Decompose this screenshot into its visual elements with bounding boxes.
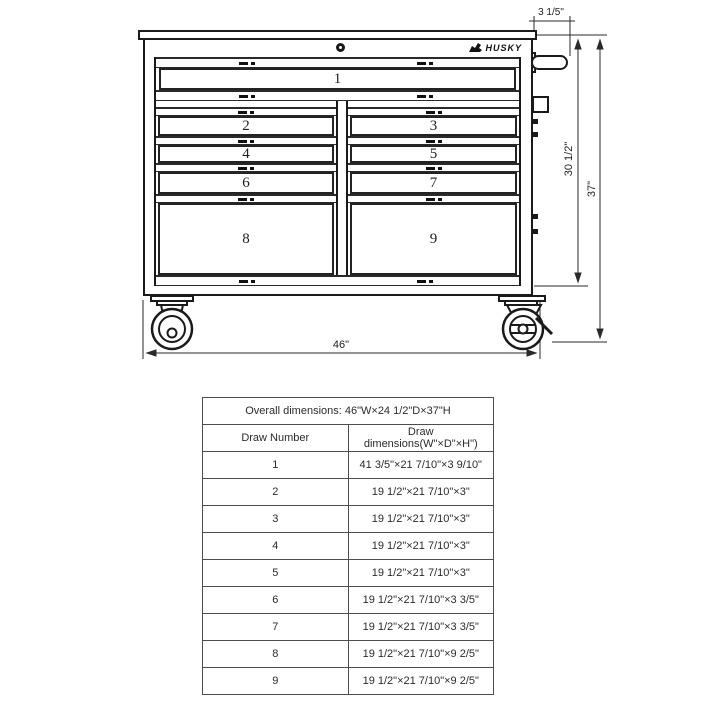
body-height-dimension: 30 1/2": [563, 141, 575, 177]
width-dimension: 46": [332, 339, 350, 351]
table-row: [203, 587, 494, 614]
drawer-rail: [348, 107, 519, 116]
drawer-1: 1: [159, 68, 516, 90]
draw-number: 6: [203, 587, 349, 614]
drawer-rail: [348, 194, 519, 203]
right-drawer-bank: [348, 101, 519, 275]
draw-dimensions: 41 3/5"×21 7/10"×3 9/10": [348, 452, 494, 479]
draw-dimensions: 19 1/2"×21 7/10"×9 2/5": [348, 668, 494, 695]
draw-number: 2: [203, 479, 349, 506]
table-row: [203, 614, 494, 641]
draw-number: 7: [203, 614, 349, 641]
overall-dimensions: Overall dimensions: 46"W×24 1/2"D×37"H: [203, 398, 494, 425]
left-drawer-bank: [156, 101, 336, 275]
drawer-rail: [156, 136, 336, 145]
center-divider: [336, 101, 348, 278]
drawer-2: 2: [158, 116, 334, 136]
draw-number: 8: [203, 641, 349, 668]
husky-dog-icon: [468, 42, 483, 54]
draw-dimensions: 19 1/2"×21 7/10"×9 2/5": [348, 641, 494, 668]
draw-number: 5: [203, 560, 349, 587]
drawer-7: 7: [350, 172, 517, 194]
draw-dimensions: 19 1/2"×21 7/10"×3": [348, 560, 494, 587]
draw-dimensions: 19 1/2"×21 7/10"×3": [348, 506, 494, 533]
col-header-draw-dimensions: Draw dimensions(W"×D"×H"): [348, 425, 494, 452]
drawer-rail: [156, 194, 336, 203]
drawer-6: 6: [158, 172, 334, 194]
drawer-rail: [156, 57, 519, 68]
table-row: [203, 533, 494, 560]
draw-number: 9: [203, 668, 349, 695]
draw-dimensions: 19 1/2"×21 7/10"×3": [348, 533, 494, 560]
drawer-8: 8: [158, 203, 334, 275]
draw-number: 3: [203, 506, 349, 533]
drawer-rail: [156, 163, 336, 172]
drawer-4: 4: [158, 145, 334, 163]
table-row: [203, 560, 494, 587]
table-row: [203, 452, 494, 479]
draw-dimensions: 19 1/2"×21 7/10"×3 3/5": [348, 587, 494, 614]
draw-dimensions: 19 1/2"×21 7/10"×3 3/5": [348, 614, 494, 641]
draw-number: 1: [203, 452, 349, 479]
handle-depth-dimension: 3 1/5": [538, 7, 564, 18]
overall-dimensions-row: [203, 398, 494, 425]
brand-name: HUSKY: [485, 42, 522, 53]
drawer-3: 3: [350, 116, 517, 136]
table-row: [203, 641, 494, 668]
draw-number: 4: [203, 533, 349, 560]
drawer-9: 9: [350, 203, 517, 275]
brand-logo: [452, 41, 522, 54]
drawer-rail: [156, 90, 519, 101]
draw-dimensions: 19 1/2"×21 7/10"×3": [348, 479, 494, 506]
table-row: [203, 506, 494, 533]
drawer-5: 5: [350, 145, 517, 163]
total-height-dimension: 37": [586, 180, 598, 198]
table-row: [203, 479, 494, 506]
table-row: [203, 668, 494, 695]
drawer-dimensions-table: [202, 397, 494, 695]
col-header-draw-number: Draw Number: [203, 425, 349, 452]
keyhole-lock-icon: [336, 43, 345, 52]
drawer-area: [154, 57, 521, 286]
drawer-rail: [156, 107, 336, 116]
drawer-rail: [348, 163, 519, 172]
drawer-rail: [156, 275, 519, 286]
table-header-row: [203, 425, 494, 452]
drawer-rail: [348, 136, 519, 145]
